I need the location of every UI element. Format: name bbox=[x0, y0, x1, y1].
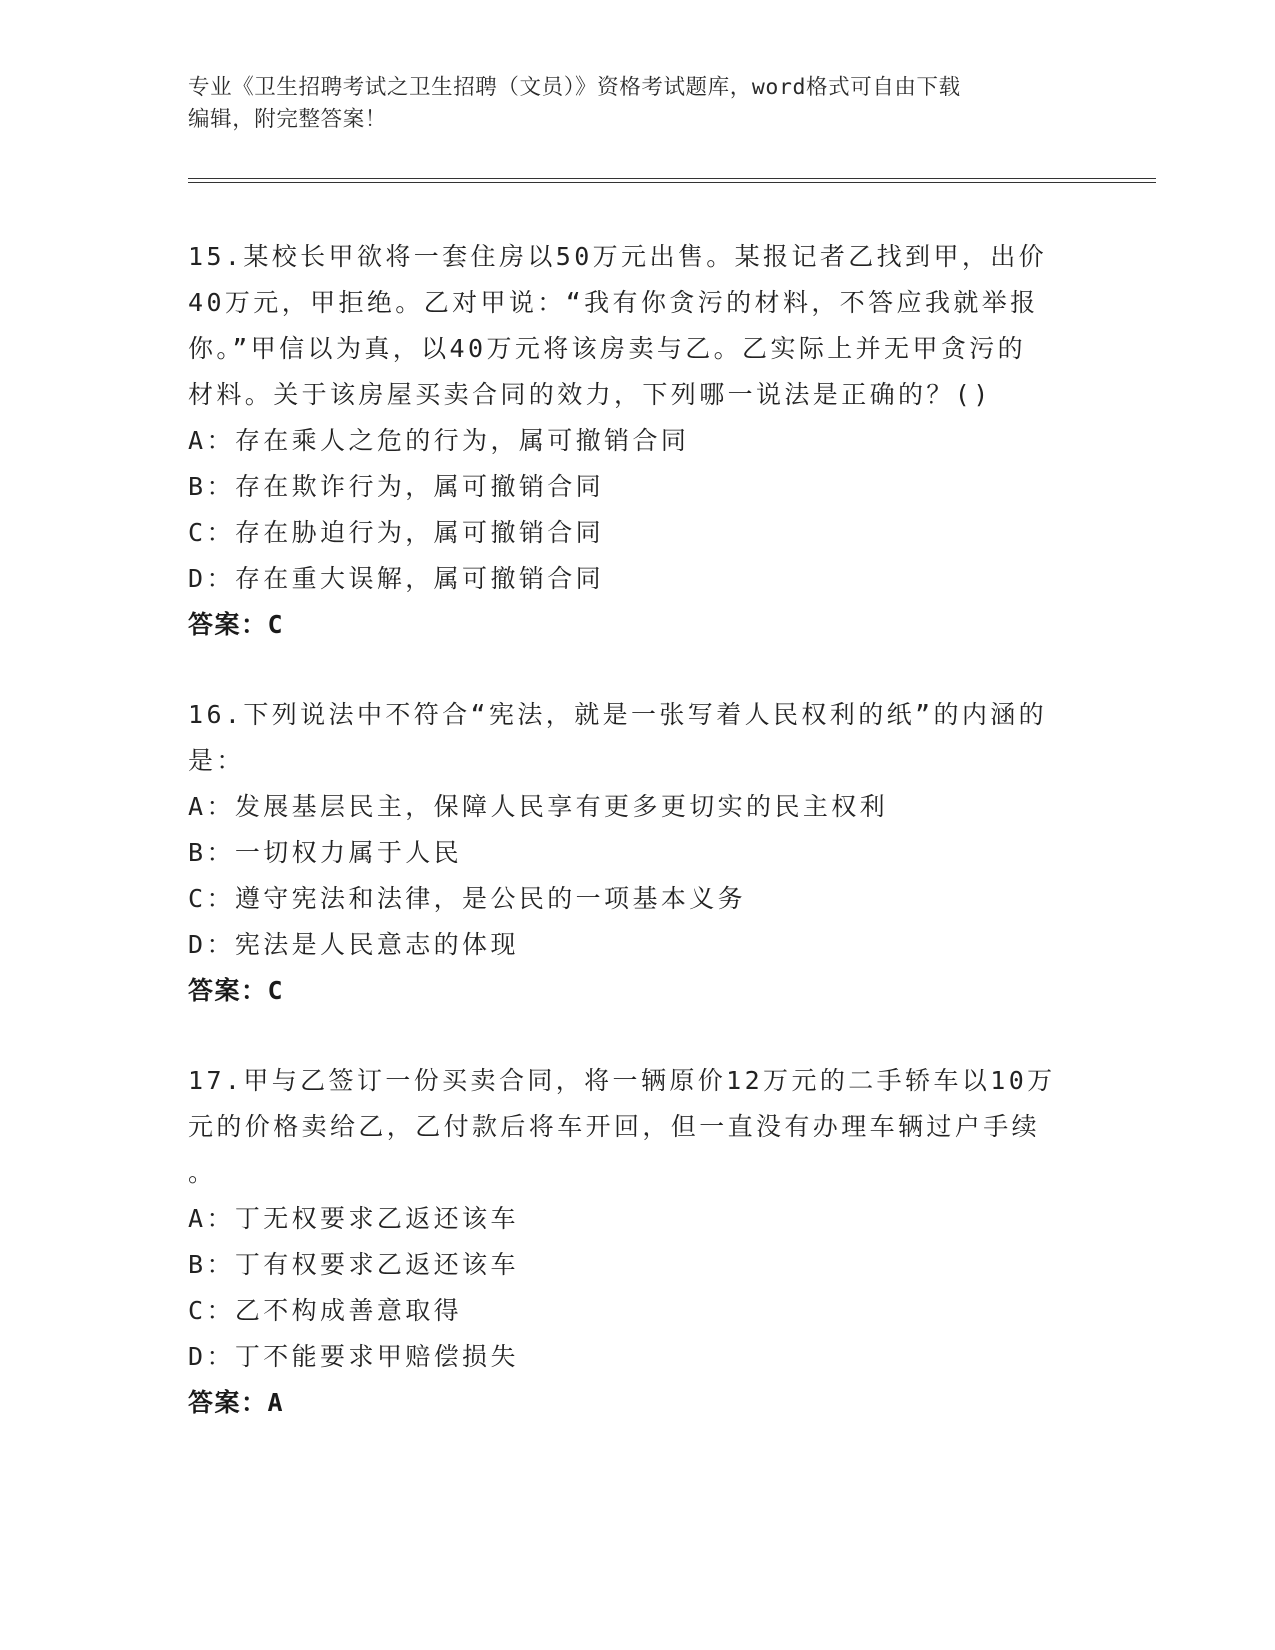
header-divider-bottom bbox=[188, 182, 1156, 183]
question-line: 15.某校长甲欲将一套住房以50万元出售。某报记者乙找到甲，出价 bbox=[188, 242, 1048, 271]
header-divider-top bbox=[188, 178, 1156, 179]
option-d: D：宪法是人民意志的体现 bbox=[188, 930, 519, 959]
option-a: A：发展基层民主，保障人民享有更多更切实的民主权利 bbox=[188, 792, 889, 821]
answer: 答案：A bbox=[188, 1388, 285, 1417]
answer: 答案：C bbox=[188, 610, 285, 639]
question-line: 是： bbox=[188, 746, 245, 775]
option-b: B：存在欺诈行为，属可撤销合同 bbox=[188, 472, 605, 501]
question-17 bbox=[188, 1058, 1088, 1426]
option-c: C：遵守宪法和法律，是公民的一项基本义务 bbox=[188, 884, 747, 913]
question-line: 17.甲与乙签订一份买卖合同，将一辆原价12万元的二手轿车以10万 bbox=[188, 1066, 1056, 1095]
header-line-2: 编辑，附完整答案！ bbox=[188, 107, 387, 132]
question-line: 你。”甲信以为真，以40万元将该房卖与乙。乙实际上并无甲贪污的 bbox=[188, 334, 1027, 363]
question-line: 材料。关于该房屋买卖合同的效力，下列哪一说法是正确的？() bbox=[188, 380, 992, 409]
document-header bbox=[188, 72, 1088, 136]
option-a: A：存在乘人之危的行为，属可撤销合同 bbox=[188, 426, 690, 455]
question-15 bbox=[188, 234, 1088, 648]
question-16 bbox=[188, 692, 1088, 1014]
question-line: 16.下列说法中不符合“宪法，就是一张写着人民权利的纸”的内涵的 bbox=[188, 700, 1048, 729]
question-line: 元的价格卖给乙，乙付款后将车开回，但一直没有办理车辆过户手续 bbox=[188, 1112, 1041, 1141]
question-line: 40万元，甲拒绝。乙对甲说：“我有你贪污的材料，不答应我就举报 bbox=[188, 288, 1039, 317]
option-d: D：丁不能要求甲赔偿损失 bbox=[188, 1342, 519, 1371]
option-a: A：丁无权要求乙返还该车 bbox=[188, 1204, 519, 1233]
option-c: C：存在胁迫行为，属可撤销合同 bbox=[188, 518, 605, 547]
header-line-1: 专业《卫生招聘考试之卫生招聘（文员）》资格考试题库，word格式可自由下载 bbox=[188, 75, 961, 100]
option-b: B：丁有权要求乙返还该车 bbox=[188, 1250, 519, 1279]
option-d: D：存在重大误解，属可撤销合同 bbox=[188, 564, 605, 593]
question-line: 。 bbox=[188, 1158, 217, 1187]
answer: 答案：C bbox=[188, 976, 285, 1005]
option-c: C：乙不构成善意取得 bbox=[188, 1296, 463, 1325]
option-b: B：一切权力属于人民 bbox=[188, 838, 463, 867]
